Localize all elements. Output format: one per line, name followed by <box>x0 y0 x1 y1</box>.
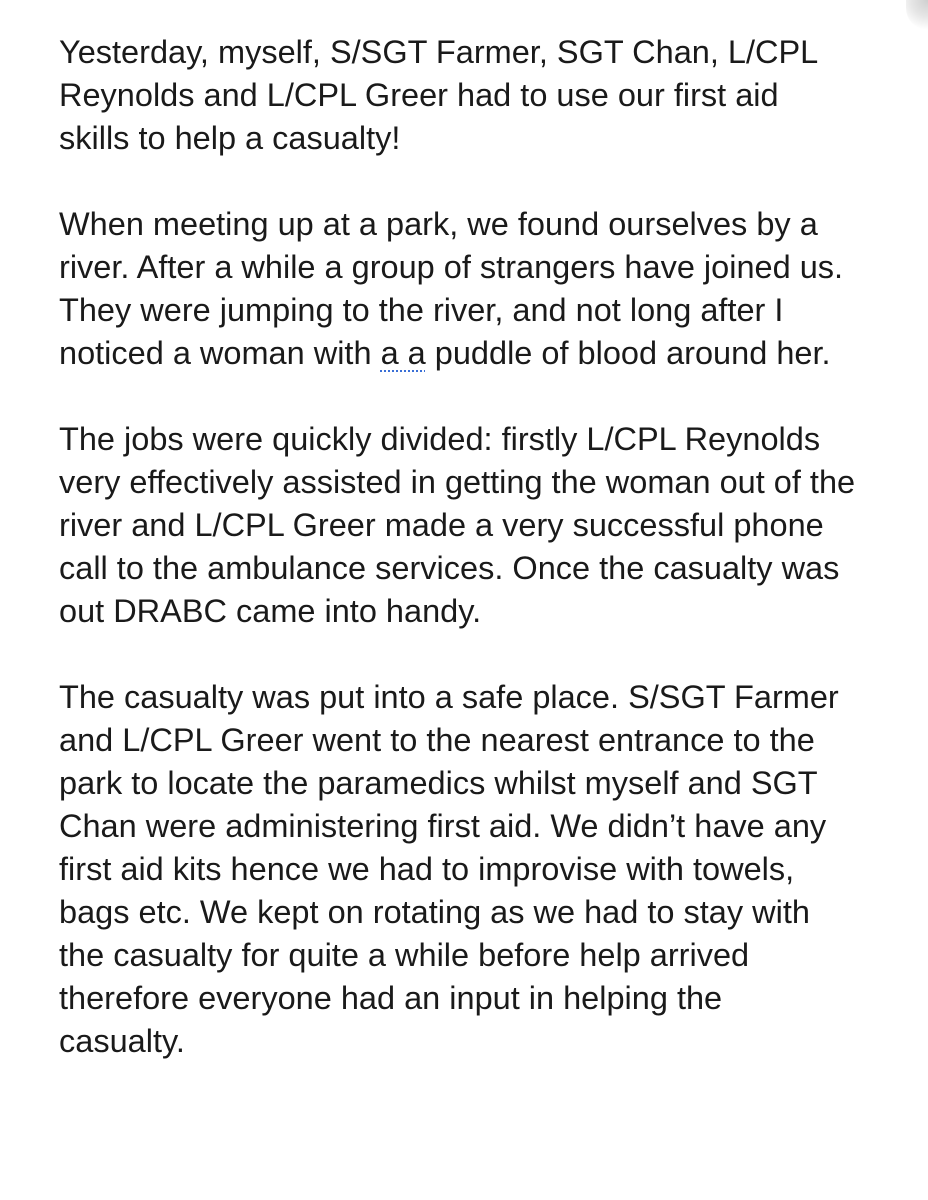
text-line: therefore everyone had an input in helping the <box>59 980 723 1016</box>
text-fragment: puddle of blood around her. <box>425 335 831 371</box>
paragraph-3 <box>59 418 924 633</box>
text-line: bags etc. We kept on rotating as we had to stay with <box>59 894 810 930</box>
text-line: park to locate the paramedics whilst myself and SGT <box>59 765 818 801</box>
scroll-edge-shadow <box>906 0 928 30</box>
text-line: river and L/CPL Greer made a very successful phone <box>59 507 824 543</box>
text-line: casualty. <box>59 1023 185 1059</box>
text-fragment: noticed a woman with <box>59 335 381 371</box>
text-line: Chan were administering first aid. We didn’t have any <box>59 808 827 844</box>
text-line: The jobs were quickly divided: firstly L/CPL Reynolds <box>59 421 821 457</box>
text-line: call to the ambulance services. Once the casualty was <box>59 550 840 586</box>
spellcheck-flagged-word[interactable]: a a <box>380 335 426 371</box>
text-line: the casualty for quite a while before help arrived <box>59 937 750 973</box>
text-line: out DRABC came into handy. <box>59 593 482 629</box>
text-line <box>59 332 924 375</box>
text-line: The casualty was put into a safe place. S/SGT Farmer <box>59 679 839 715</box>
paragraph-2 <box>59 203 924 375</box>
text-line: When meeting up at a park, we found ourselves by a <box>59 206 818 242</box>
text-line: very effectively assisted in getting the woman out of the <box>59 464 856 500</box>
text-line: skills to help a casualty! <box>59 120 401 156</box>
document-text-body[interactable] <box>59 31 924 1063</box>
text-line: and L/CPL Greer went to the nearest entrance to the <box>59 722 815 758</box>
paragraph-4 <box>59 676 924 1063</box>
text-line: first aid kits hence we had to improvise with towels, <box>59 851 795 887</box>
text-line: They were jumping to the river, and not long after I <box>59 292 784 328</box>
text-line: Reynolds and L/CPL Greer had to use our first aid <box>59 77 779 113</box>
text-line: river. After a while a group of strangers have joined us. <box>59 249 844 285</box>
text-line: Yesterday, myself, S/SGT Farmer, SGT Chan, L/CPL <box>59 34 819 70</box>
paragraph-1 <box>59 31 924 160</box>
